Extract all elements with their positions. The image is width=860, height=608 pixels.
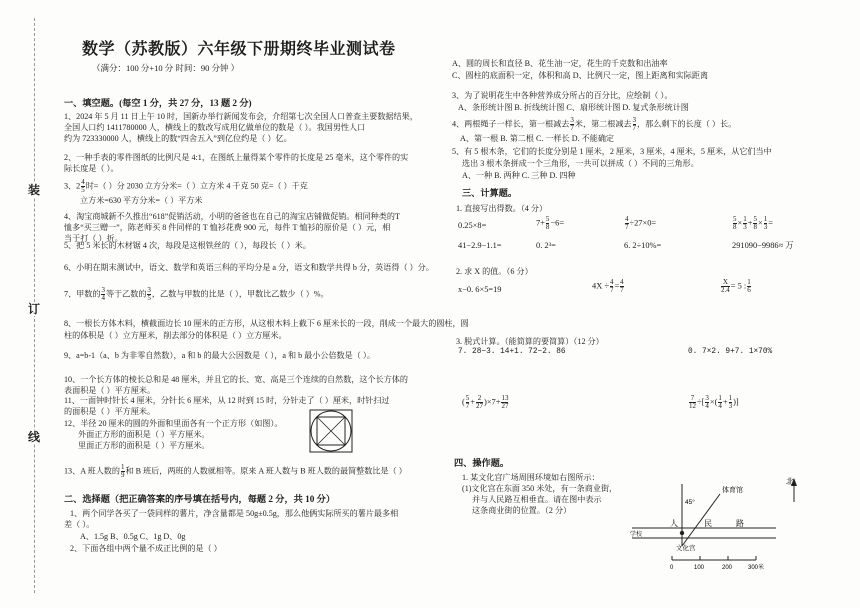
- fraction: $\frac{5}{7}$: [465, 394, 470, 410]
- choice-5-line-2: 选出 3 根木条拼成一个三角形，一共可以拼成（ ）不同的三角形。: [462, 159, 699, 168]
- question-11-line-1: 11、一面钟时针长 4 厘米，分针长 6 厘米，从 12 时到 15 时，分针走了（ ）厘米，时针扫过: [64, 396, 390, 405]
- operation-1-line-3: 这条商业街的位置。（2 分）: [472, 506, 572, 515]
- fraction: $\frac{3}{7}$: [570, 116, 574, 132]
- calc-item: 291090−9986≈ 万: [732, 241, 794, 250]
- question-3-rest: 时=（ ）分 2030 立方分米=（ ）立方米 4 千克 50 克=（ ）千克: [85, 181, 308, 191]
- calc-part-3-heading: 3. 脱式计算。（能简算的要简算）（12 分）: [456, 337, 604, 346]
- binding-mark-bottom: 线: [27, 430, 40, 444]
- choice-3-options: A、条形统计图 B. 折线统计图 C、扇形统计图 D. 复式条形统计图: [458, 103, 689, 112]
- question-7-mid: 等于乙数的: [105, 289, 147, 299]
- section-heading-fill: 一、填空题。(每空 1 分，共 27 分，13 题 2 分): [64, 98, 252, 108]
- scale-label-200: 200: [722, 565, 733, 571]
- choice-4-mid: 米，第二根减去: [574, 119, 632, 129]
- north-label: 北: [786, 477, 794, 486]
- question-4-line-2: 恤多“买三赠一”，陈老师买 8 件同样的 T 恤衫花费 900 元，每件 T 恤衫的原价是（ ）元，相: [64, 223, 391, 232]
- equation-1: x−0. 6×5=19: [458, 285, 502, 294]
- gym-label: 体育馆: [722, 487, 743, 494]
- calc-text: −6=: [550, 218, 565, 228]
- calc-item: [624, 216, 656, 231]
- calc-item: [536, 216, 564, 231]
- question-8-line-1: 8、一根长方体木料，横截面边长 10 厘米的正方形，从这根木料上截下 6 厘米长的一段，削成一个最大的圆柱，圆: [64, 319, 469, 328]
- choice-1-options: A、1.5g B、0.5g C、1g D、0g: [80, 532, 186, 541]
- calc-text: =: [614, 281, 620, 291]
- fraction: $\frac{7}{12}$: [689, 394, 696, 410]
- palace-label: 文化宫: [676, 545, 696, 552]
- question-2-line-2: 际长度是（ ）。: [64, 164, 119, 173]
- fraction: $\frac{4}{7}$: [625, 215, 629, 231]
- palace-dot: [680, 531, 684, 535]
- question-12-line-3: 里面正方形的面积是（ ）平方厘米。: [78, 441, 210, 450]
- calc-item: 41−2.9−1.1=: [458, 241, 502, 250]
- location-map: [632, 470, 844, 598]
- choice-1-line-1: 1、两个同学各买了一袋同样的薯片，净含量都是 50g±0.5g，那么他俩实际所买的薯片最多相: [70, 509, 399, 518]
- choice-4: [452, 117, 736, 132]
- circle-square-figure: [308, 408, 354, 454]
- fraction: $\frac{1}{4}$: [718, 394, 722, 410]
- choice-1-line-2: 差（ ）。: [64, 520, 95, 529]
- calc-text: = 5 :: [730, 281, 747, 291]
- scale-label-100: 100: [694, 565, 705, 571]
- choice-5-line-1: 5、有 5 根木条，它们的长度分别是 1 厘米，2 厘米，3 厘米，4 厘米，5 厘米，从它们当中: [452, 147, 772, 156]
- choice-2-options-2: C、圆柱的底面积一定，体积和高 D、比例尺一定，图上距离和实际距离: [452, 71, 709, 80]
- page-title: 数学（苏教版）六年级下册期终毕业测试卷: [82, 41, 396, 58]
- calc-text: 4X ÷: [592, 281, 609, 291]
- question-6: 6、小明在期末测试中，语文、数学和英语三科的平均分是 a 分，语文和数学共得 b 分，英语得（ ）分。: [64, 263, 434, 272]
- fraction: $\frac{4}{5}$: [81, 178, 85, 194]
- expression-1: 7. 28−3. 14+1. 72−2. 86: [458, 348, 566, 356]
- choice-3: 3、为了说明花生中各种营养成分所占的百分比，应绘制（ ）。: [452, 91, 673, 100]
- equation-2: [592, 279, 625, 294]
- question-3-line-2: 立方米=630 平方分米=（ ）平方米: [80, 196, 203, 205]
- question-2-line-1: 2、一种手表的零件图纸的比例尺是 4:1，在图纸上量得某个零件的长度是 25 毫米，这个零件的实: [64, 153, 409, 162]
- expression-3: ( $\frac{5}{7}$ + $\frac{2}{27}$ )×7+ $\frac{13}{27}$: [462, 394, 509, 410]
- question-4-line-3: 当于打（ ）折。: [64, 234, 123, 243]
- calc-text: ÷27×0=: [629, 218, 657, 228]
- expression-4: $\frac{7}{12}$ ÷[ $\frac{3}{4}$ ×( $\frac{1}{4}$ + $\frac{1}{3}$ )]: [689, 394, 739, 410]
- choice-2-options-1: A、圆的周长和直径 B、花生油一定，花生的千克数和出油率: [452, 59, 668, 68]
- question-5: 5、把 5 米长的木材锯 4 次，每段是这根铁丝的（ ），每段长（ ）米。: [64, 241, 311, 250]
- question-3-line-1: [64, 179, 308, 194]
- calc-item: 6. 2÷10%=: [624, 241, 662, 250]
- section-heading-calc: 三、计算题。: [462, 188, 518, 198]
- section-heading-choice: 二、选择题（把正确答案的序号填在括号内，每题 2 分，共 10 分）: [64, 494, 336, 504]
- fraction: $\frac{1}{6}$: [747, 278, 751, 294]
- fraction: $\frac{3}{5}$: [147, 286, 151, 302]
- choice-2: 2、下面各组中两个量不成正比例的是（ ）: [70, 544, 222, 553]
- question-3-prefix: 3、2: [64, 181, 81, 191]
- choice-4-rest: ，那么剩下的长度（ ）长。: [637, 119, 737, 129]
- scale-label-0: 0: [670, 565, 674, 571]
- section-heading-operation: 四、操作题。: [454, 458, 510, 468]
- fraction: $\frac{1}{3}$: [728, 394, 733, 410]
- fraction: $\frac{3}{4}$: [101, 286, 105, 302]
- binding-mark-mid: 订: [27, 302, 40, 316]
- fraction: $\frac{5}{8}$: [753, 215, 757, 231]
- fraction: $\frac{5}{8}$: [545, 215, 550, 231]
- calc-item: 0.25×8=: [458, 221, 487, 230]
- question-13-prefix: 13、A 班人数的: [64, 466, 120, 476]
- scale-label-300: 300米: [748, 565, 765, 571]
- question-10-line-1: 10、一个长方体的棱长总和是 48 厘米，并且它的长、宽、高是三个连续的自然数，这个长方体的: [64, 375, 408, 384]
- exam-meta: （满分：100 分+10 分 时间：90 分钟 ）: [92, 63, 240, 73]
- question-10-line-2: 表面积是（ ）平方厘米。: [64, 386, 156, 395]
- fraction: $\frac{5}{8}$: [733, 215, 737, 231]
- operation-1-line-2: 并与人民路互相垂直。请在图中表示: [472, 495, 602, 504]
- fraction: $\frac{1}{3}$: [763, 215, 768, 231]
- question-13: [64, 464, 407, 479]
- binding-mark-top: 装: [27, 183, 40, 197]
- question-12-line-2: 外面正方形的面积是（ ）平方厘米。: [78, 430, 210, 439]
- question-12-line-1: 12、半径 20 厘米的圆的外面和里面各有一个正方形（如图）。: [64, 419, 283, 428]
- fraction: $\frac{3}{4}$: [705, 394, 709, 410]
- road-label-ren: 人: [670, 519, 678, 528]
- calc-part-1-heading: 1. 直接写出得数。（4 分）: [456, 204, 548, 213]
- fraction: $\frac{X}{2.4}$: [721, 278, 730, 294]
- calc-item: 0. 2³=: [536, 241, 556, 250]
- fraction: $\frac{13}{27}$: [501, 394, 509, 410]
- question-1-line-1: 1、2024 年 5 月 11 日上午 10 时，国新办举行新闻发布会，介绍第七次全国人口普查主要数据结果，: [64, 112, 418, 121]
- road-label-min: 民: [704, 519, 712, 528]
- operation-1-heading: 1. 某文化宫广场周围环境如右图所示：: [462, 473, 600, 482]
- question-7: [64, 287, 329, 302]
- choice-5-options: A、一种 B. 两种 C. 三种 D. 四种: [462, 171, 576, 180]
- calc-text: ×7+: [486, 397, 501, 407]
- question-7-rest: ，乙数与甲数的比是（ ），甲数比乙数少（ ）%。: [151, 289, 329, 299]
- question-8-line-2: 柱的体积是（ ）立方厘米，削去部分的体积是（ ）立方厘米。: [64, 331, 287, 340]
- fraction: $\frac{1}{3}$: [743, 215, 747, 231]
- question-1-line-3: 约为 723330000 人，横线上的数“四舍五入”到亿位约是（ ）亿。: [64, 134, 292, 143]
- calc-part-2-heading: 2. 求 X 的值。（6 分）: [456, 267, 533, 276]
- question-4-line-1: 4、淘宝商城新不久推出“618”促销活动，小明的爸爸也在自己的淘宝店铺做促销。相同种类的T: [64, 212, 400, 221]
- question-13-rest: 和 B 班后，两班的人数就相等。原来 A 班人数与 B 班人数的最简整数比是（ ）: [125, 466, 407, 476]
- operation-1-line-1: (1)文化宫在东面 350 米处，有一条商业街，: [462, 484, 618, 493]
- equation-3: [720, 279, 752, 294]
- question-11-line-2: 的面积是（ ）平方厘米。: [64, 407, 156, 416]
- angle-label: 45°: [685, 499, 695, 506]
- calc-text: 7+: [536, 218, 545, 228]
- fraction: $\frac{4}{7}$: [609, 278, 614, 294]
- choice-4-prefix: 4、两根绳子一样长，第一根减去: [452, 119, 570, 129]
- question-9: 9、a=b-1（a、b 为非零自然数），a 和 b 的最大公因数是（ ），a 和 b 最小公倍数是（ ）。: [64, 351, 375, 360]
- fraction: $\frac{3}{7}$: [632, 116, 637, 132]
- question-1-line-2: 全国人口约 1411780000 人，横线上的数改写成用亿做单位的数是（ ）。我国男性人口: [64, 123, 366, 132]
- fraction: $\frac{1}{9}$: [121, 463, 125, 479]
- fraction: $\frac{2}{27}$: [476, 394, 484, 410]
- school-label: 学校: [630, 532, 643, 538]
- question-7-prefix: 7、甲数的: [64, 289, 101, 299]
- road-label-lu: 路: [736, 519, 744, 528]
- choice-4-options: A、第一根 B. 第二根 C. 一样长 D. 不能确定: [460, 134, 615, 143]
- fraction: $\frac{4}{7}$: [620, 278, 624, 294]
- expression-2: 0. 7×2. 9+7. 1×70%: [688, 348, 773, 356]
- calc-item: $\frac{5}{8}$ × $\frac{1}{3}$ + $\frac{5}{8}$ × $\frac{1}{3}$ =: [733, 215, 773, 231]
- binding-margin: [0, 0, 58, 608]
